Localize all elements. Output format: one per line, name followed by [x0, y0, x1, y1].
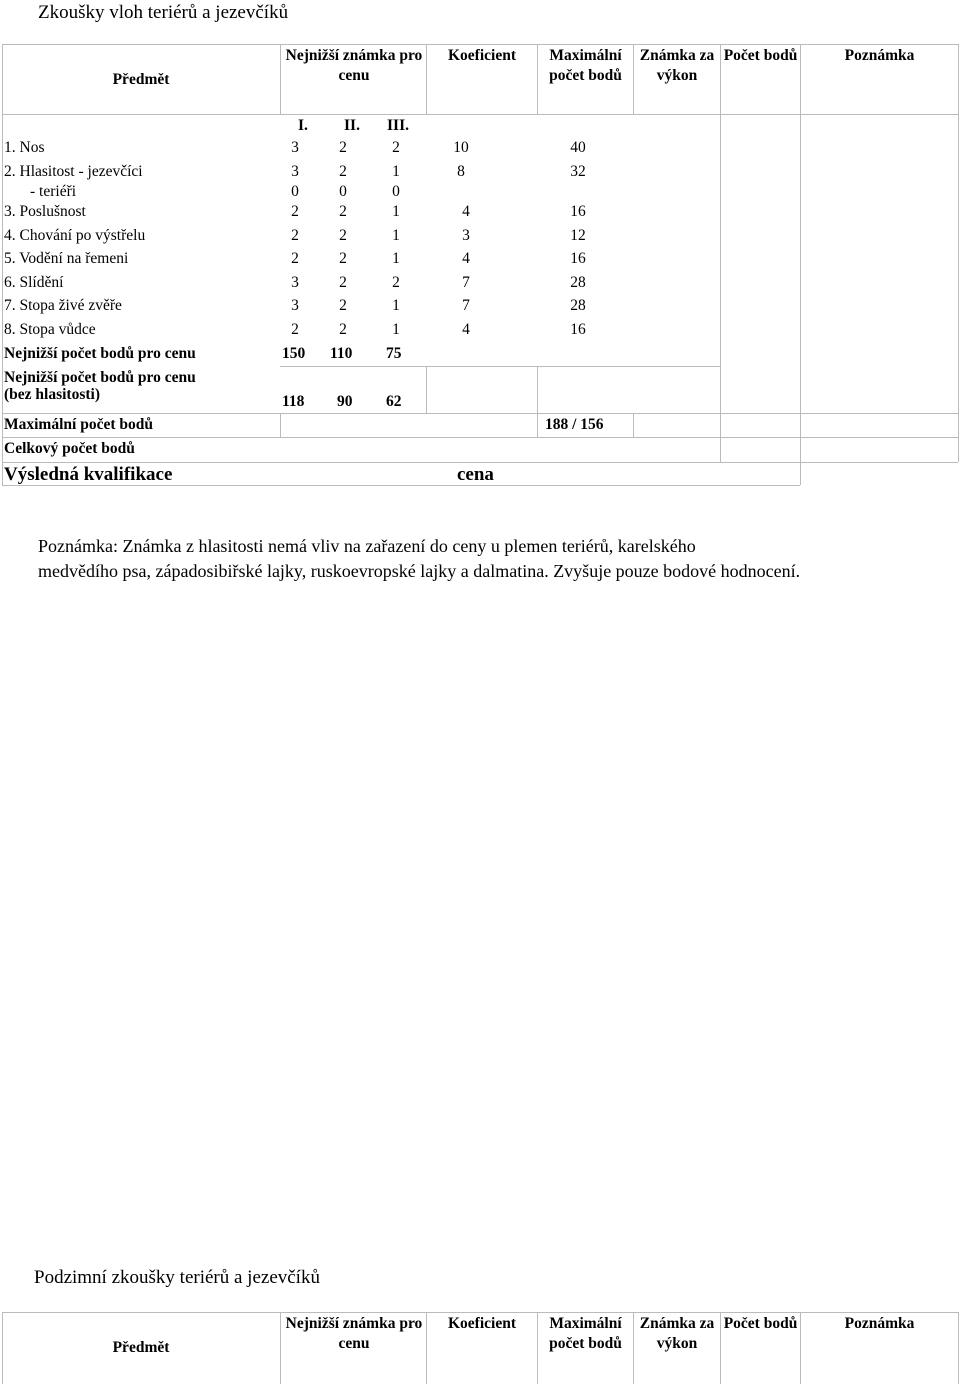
- header2-grade-performance: Známka za výkon: [639, 1315, 715, 1352]
- grade-2: 2: [339, 163, 347, 180]
- max-points: 28: [570, 274, 586, 291]
- header2-remark: Poznámka: [844, 1315, 915, 1332]
- section-title-autumn: Podzimní zkoušky teriérů a jezevčíků: [34, 1267, 320, 1288]
- header2-subject: Předmět: [112, 1339, 170, 1356]
- coefficient: 4: [462, 321, 470, 338]
- grade-3: 1: [392, 163, 400, 180]
- header2-points: Počet bodů: [723, 1315, 798, 1332]
- max-points: 32: [570, 163, 586, 180]
- min-points-nv-label: Nejnižší počet bodů pro cenu: [4, 369, 196, 386]
- min-points-2: 110: [330, 345, 353, 362]
- max-points-value: 188 / 156: [545, 416, 604, 433]
- max-points-label: Maximální počet bodů: [4, 416, 153, 433]
- grade-3: 1: [392, 321, 400, 338]
- grade-3: 1: [392, 250, 400, 267]
- min-points-1: 150: [282, 345, 306, 362]
- header-points: Počet bodů: [723, 47, 798, 64]
- grade-3: 1: [392, 227, 400, 244]
- row-label: 1. Nos: [4, 139, 45, 156]
- total-points-label: Celkový počet bodů: [4, 440, 135, 457]
- grade-1: 2: [291, 250, 299, 267]
- coefficient: 4: [462, 203, 470, 220]
- level-2-label: II.: [344, 117, 360, 134]
- coefficient: 3: [462, 227, 470, 244]
- min-points-nv-3: 62: [386, 393, 402, 410]
- header2-min-grade: Nejnižší známka pro cenu: [285, 1315, 423, 1352]
- coefficient: 7: [462, 297, 470, 314]
- grade-1: 2: [291, 321, 299, 338]
- row-label: 4. Chování po výstřelu: [4, 227, 146, 244]
- row-label: - teriéři: [30, 183, 77, 200]
- min-points-nv-1: 118: [282, 393, 305, 410]
- coefficient: 8: [457, 163, 465, 180]
- grade-2: 2: [339, 227, 347, 244]
- grade-1: 3: [291, 163, 299, 180]
- header-coefficient: Koeficient: [447, 47, 516, 64]
- max-points: 40: [570, 139, 586, 156]
- grade-1: 2: [291, 203, 299, 220]
- grade-1: 3: [291, 297, 299, 314]
- grade-3: 2: [392, 274, 400, 291]
- max-points: 28: [570, 297, 586, 314]
- level-3-label: III.: [387, 117, 409, 134]
- grade-3: 2: [392, 139, 400, 156]
- header2-coefficient: Koeficient: [447, 1315, 516, 1332]
- max-points: 12: [570, 227, 586, 244]
- coefficient: 4: [462, 250, 470, 267]
- grade-2: 2: [339, 250, 347, 267]
- grade-1: 3: [291, 139, 299, 156]
- header-subject: Předmět: [112, 71, 170, 88]
- grade-1: 2: [291, 227, 299, 244]
- max-points: 16: [570, 203, 586, 220]
- grade-2: 2: [339, 203, 347, 220]
- min-points-nv-2: 90: [337, 393, 353, 410]
- result-label: Výsledná kvalifikace: [4, 464, 173, 485]
- min-points-label: Nejnižší počet bodů pro cenu: [4, 345, 196, 362]
- grade-2: 0: [339, 183, 347, 200]
- grade-2: 2: [339, 297, 347, 314]
- coefficient: 7: [462, 274, 470, 291]
- page-title: Zkoušky vloh teriérů a jezevčíků: [38, 2, 289, 23]
- min-points-nv-label-sub: (bez hlasitosti): [4, 386, 101, 403]
- max-points: 16: [570, 321, 586, 338]
- grade-2: 2: [339, 274, 347, 291]
- note-line-1: Poznámka: Známka z hlasitosti nemá vliv na zařazení do ceny u plemen teriérů, karelského: [38, 536, 696, 556]
- result-value: cena: [457, 464, 494, 485]
- header-min-grade: Nejnižší známka pro cenu: [285, 47, 423, 84]
- grade-3: 1: [392, 297, 400, 314]
- header-max-points: Maximální počet bodů: [549, 47, 622, 84]
- coefficient: 10: [453, 139, 469, 156]
- row-label: 8. Stopa vůdce: [4, 321, 96, 338]
- grade-2: 2: [339, 321, 347, 338]
- note-line-2: medvědího psa, západosibiřské lajky, ruskoevropské lajky a dalmatina. Zvyšuje pouze bodové hodnocení.: [38, 561, 801, 581]
- level-1-label: I.: [298, 117, 308, 134]
- header-remark: Poznámka: [844, 47, 915, 64]
- row-label: 7. Stopa živé zvěře: [4, 297, 122, 314]
- grade-1: 3: [291, 274, 299, 291]
- grade-1: 0: [291, 183, 299, 200]
- grade-3: 1: [392, 203, 400, 220]
- min-points-3: 75: [386, 345, 402, 362]
- row-label: 3. Poslušnost: [4, 203, 86, 220]
- header-grade-performance: Známka za výkon: [639, 47, 715, 84]
- row-label: 5. Vodění na řemeni: [4, 250, 129, 267]
- grade-3: 0: [392, 183, 400, 200]
- max-points: 16: [570, 250, 586, 267]
- row-label: 2. Hlasitost - jezevčíci: [4, 163, 143, 180]
- header2-max-points: Maximální počet bodů: [549, 1315, 622, 1352]
- row-label: 6. Slídění: [4, 274, 64, 291]
- grade-2: 2: [339, 139, 347, 156]
